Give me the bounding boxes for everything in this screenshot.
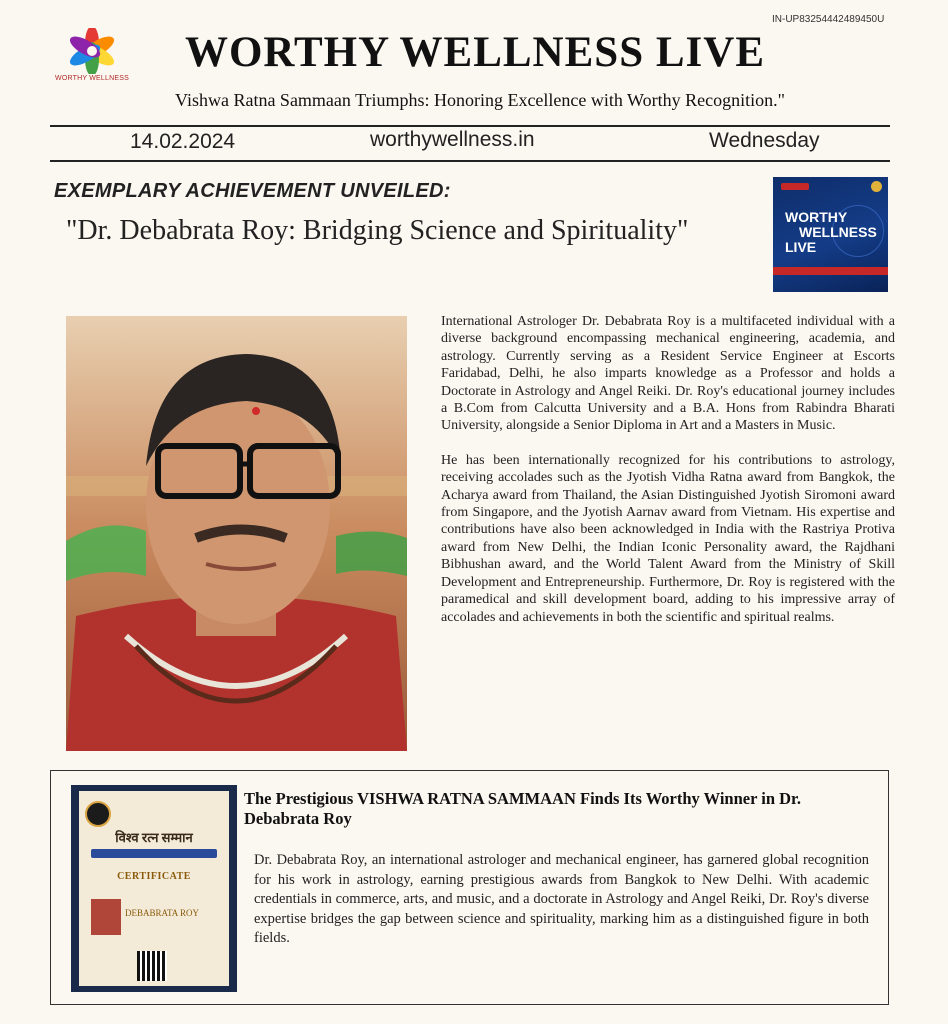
thumbnail-red-bar <box>773 267 888 275</box>
issue-day: Wednesday <box>709 129 820 152</box>
certificate-hindi-title: विश्व रत्न सम्मान <box>115 830 193 845</box>
portrait-photo <box>66 316 407 751</box>
certificate-name: DEBABRATA ROY <box>125 908 200 918</box>
medal-icon <box>85 801 111 827</box>
feature-title: The Prestigious VISHWA RATNA SAMMAAN Finds Its Worthy Winner in Dr. Debabrata Roy <box>244 789 801 828</box>
article-paragraph-1: International Astrologer Dr. Debabrata Roy is a multifaceted individual with a diverse background encompassing mechanical engineering, academia, and astrology. Currently serving as a Resident Service Engineer at Escorts Faridabad, Delhi, he also imparts knowledge as a Professor and holds a Doctorate in Astrology and Angel Reiki. Dr. Roy's educational journey includes a B.Com from Calcutta University and a B.A. Hons from Rabindra Bharati University, alongside a Senior Diploma in Art and a Masters in Music. <box>441 314 895 434</box>
issue-date: 14.02.2024 <box>130 130 236 153</box>
emblem-icon <box>871 181 882 192</box>
headline-title: "Dr. Debabrata Roy: Bridging Science and Spirituality" <box>66 215 689 246</box>
tagline: Vishwa Ratna Sammaan Triumphs: Honoring Excellence with Worthy Recognition." <box>175 90 785 110</box>
certificate-image <box>71 785 237 992</box>
qr-code-icon <box>137 951 167 981</box>
article-paragraph-2: He has been internationally recognized for his contributions to astrology, receiving accolades such as the Jyotish Vidha Ratna award from Bangkok, the Acharya award from Thailand, the Asian Distinguished Jyotish Siromoni award from Singapore, and the Jyotish Aarnav award from Vietnam. His expertise and contributions have also been acknowledged in India with the Rastriya Protiva award from New Delhi, the Indian Iconic Personality award, the Rajdhani Bibhushan award, and the World Talent Award from the Ministry of Skill Development and Entrepreneurship. Furthermore, Dr. Roy is registered with the paramedical and skill development board, adding to his impressive array of accolades and achievements in both the scientific and spiritual realms. <box>441 452 895 625</box>
thumbnail-line-1: WORTHY <box>785 209 848 225</box>
logo-text: WORTHY WELLNESS <box>55 75 129 82</box>
worthy-wellness-live-thumbnail <box>773 177 888 292</box>
document-id: IN-UP83254442489450U <box>772 14 885 25</box>
flower-petals-logo-icon <box>66 28 118 74</box>
article-body <box>441 313 895 643</box>
certificate-photo <box>91 899 121 935</box>
thumbnail-line-3: LIVE <box>785 239 817 255</box>
divider-top <box>50 125 890 127</box>
headline-kicker: EXEMPLARY ACHIEVEMENT UNVEILED: <box>54 180 451 202</box>
certificate-band <box>91 849 217 858</box>
certificate-heading: CERTIFICATE <box>117 871 191 882</box>
feature-body: Dr. Debabrata Roy, an international astrologer and mechanical engineer, has garnered global recognition for his work in astrology, earning prestigious awards from Bangkok to New Delhi. With academic credentials in commerce, arts, and music, and a doctorate in Astrology and Angel Reiki, Dr. Roy's diverse expertise bridges the gap between science and spirituality, marking him as a distinguished figure in both fields. <box>254 852 869 946</box>
masthead-title: WORTHY WELLNESS LIVE <box>184 29 766 76</box>
thumbnail-red-tag <box>781 183 809 190</box>
thumbnail-line-2: WELLNESS <box>799 224 877 240</box>
divider-bottom <box>50 160 890 162</box>
logo <box>52 28 132 96</box>
feature-box <box>50 770 889 1005</box>
website-link[interactable]: worthywellness.in <box>370 128 535 151</box>
